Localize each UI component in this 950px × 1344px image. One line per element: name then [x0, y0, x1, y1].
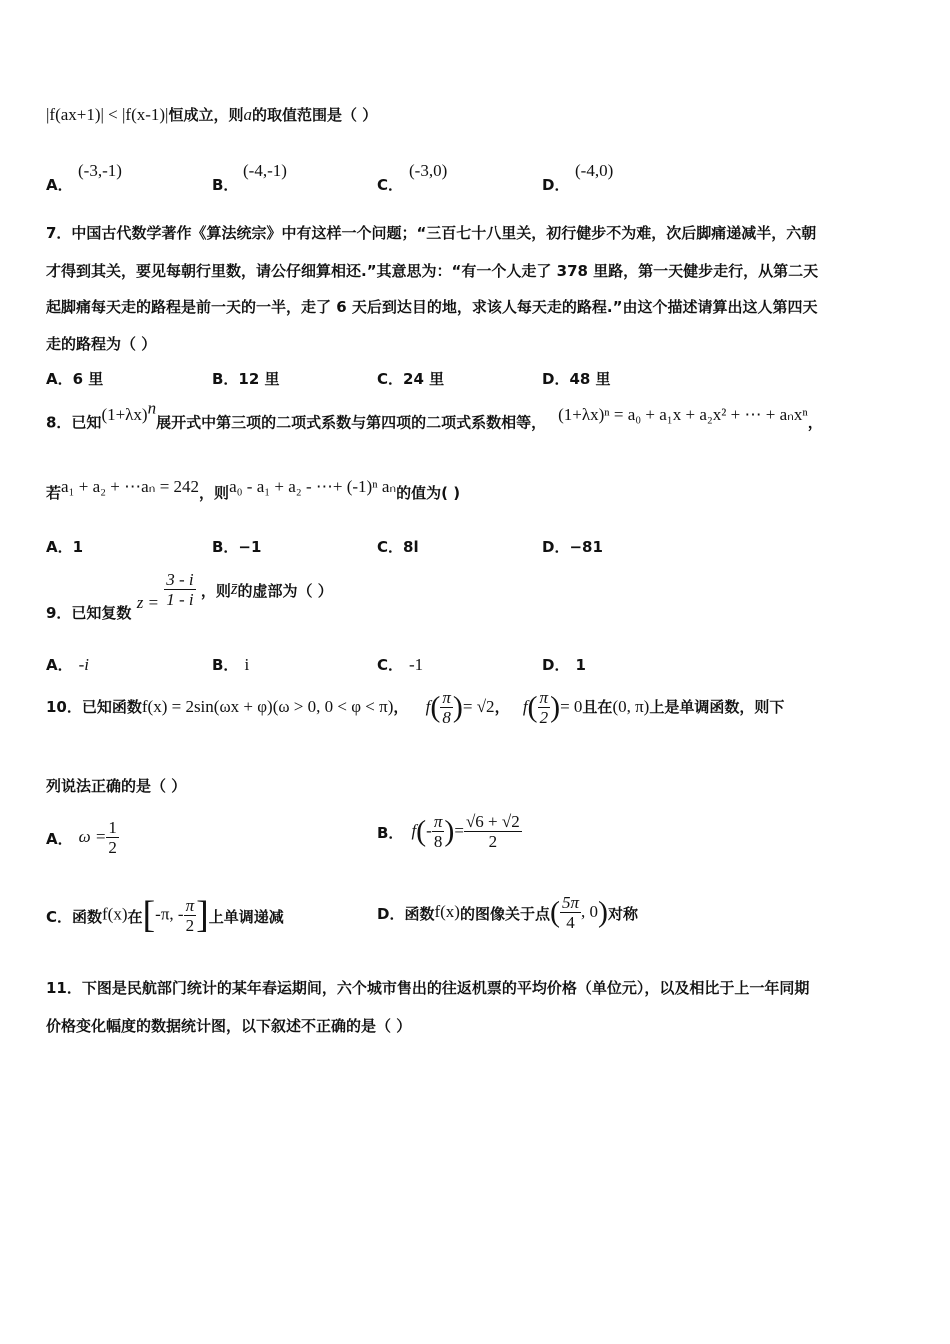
q9-zbar: z̄ — [230, 579, 238, 598]
q10-interval: (0, π) — [612, 697, 650, 716]
q8-comma: ， — [807, 413, 823, 432]
q6-option-b-value: (-4,-1) — [243, 161, 287, 180]
q9-tail: 的虚部为（ ） — [237, 582, 333, 600]
q7-line-2: 才得到其关，要见每朝行里数，请公仔细算相还.”其意思为：“有一个人走了 378 里路，第一天健步走行，从第二天 — [46, 262, 819, 280]
q10-pi-over-8: $\frac{\pi}{8}$ — [442, 688, 451, 727]
q7-option-c[interactable]: C．24 里 — [377, 370, 445, 388]
q8-alternating-sum: a₀ - a₁ + a₂ - ⋯+ (-1)ⁿ aₙ — [229, 477, 397, 496]
q8-middle: 展开式中第三项的二项式系数与第四项的二项式系数相等， — [156, 413, 547, 432]
q7-option-b[interactable]: B．12 里 — [212, 370, 280, 388]
q10-option-d[interactable]: D．函数f(x)的图像关于点( $\frac{5\pi}{4}$ , 0)对称 — [377, 893, 638, 932]
q8-option-a[interactable]: A．1 — [46, 538, 84, 556]
q10-function: f(x) = 2sin(ωx + φ)(ω > 0, 0 < φ < π) — [141, 697, 394, 716]
q8-option-b[interactable]: B．−1 — [212, 538, 262, 556]
q8-expansion: (1+λx)ⁿ = a₀ + a₁x + a₂x² + ⋯ + aₙxⁿ — [558, 404, 808, 424]
q10-stem-line-1: 10．已知函数f(x) = 2sin(ωx + φ)(ω > 0, 0 < φ < π)， f( $\frac{\pi}{8}$ )= √2， f( $\frac{\pi}{2}$ )= 0且在(0, π)上是单调函数，则下 — [46, 688, 785, 727]
q8-binomial: $(1+\lambda x)^n$ — [101, 398, 157, 424]
q6-stem-tail: 恒成立，则 — [168, 106, 244, 124]
q6-option-c-value: (-3,0) — [409, 161, 448, 180]
q10-value-1: = √2 — [462, 697, 495, 716]
q10-tail: 上是单调函数，则下 — [649, 698, 785, 716]
q10-option-b[interactable]: B． f(- $\frac{\pi}{8}$ )= $\frac{√6 + √2}{2}$ — [377, 812, 520, 851]
q11-line-1: 11．下图是民航部门统计的某年春运期间，六个城市售出的往返机票的平均价格（单位元），以及相比于上一年同期 — [46, 979, 810, 997]
q9-ze: ，则 — [200, 582, 231, 600]
q8-stem-line-1 — [46, 398, 823, 433]
q9-prefix: 9．已知复数 — [46, 604, 132, 622]
q8-option-d[interactable]: D．−81 — [542, 538, 603, 556]
q9-stem — [46, 570, 333, 622]
q11-line-2: 价格变化幅度的数据统计图，以下叙述不正确的是（ ） — [46, 1017, 412, 1035]
q10-prefix: 10．已知函数 — [46, 698, 142, 716]
q10-pi-over-2: $\frac{\pi}{2}$ — [539, 688, 549, 727]
q9-option-b[interactable]: B． i — [212, 655, 250, 674]
q6-var: a — [243, 105, 252, 124]
q8-ze: ，则 — [199, 484, 230, 502]
q7-option-a[interactable]: A．6 里 — [46, 370, 104, 388]
q6-option-a[interactable]: A． — [46, 176, 73, 194]
q10-option-c[interactable]: C．函数f(x)在[-π, - $\frac{\pi}{2}$ ]上单调递减 — [46, 894, 284, 936]
q8-tail: 的值为( ) — [396, 484, 461, 502]
q10-value-2: = 0 — [560, 697, 583, 716]
q10-cond: 且在 — [582, 698, 613, 716]
q6-option-c[interactable]: C． — [377, 176, 404, 194]
q9-z-eq: z = — [136, 593, 160, 612]
q8-option-c[interactable]: C．8l — [377, 538, 419, 556]
q10-comma-1: ， — [393, 698, 409, 716]
q8-ruo: 若 — [46, 484, 62, 502]
q6-stem — [46, 104, 377, 125]
q9-option-a[interactable]: A． -i — [46, 655, 89, 674]
q9-option-d[interactable]: D． 1 — [542, 656, 586, 674]
q10-option-a[interactable]: A． ω = $\frac{1}{2}$ — [46, 818, 117, 857]
q8-prefix: 8．已知 — [46, 413, 102, 432]
q6-option-d-value: (-4,0) — [575, 161, 614, 180]
q6-stem-end: 的取值范围是（ ） — [251, 106, 378, 124]
q6-condition: |f(ax+1)| < |f(x-1)| — [46, 105, 169, 124]
q6-option-a-value: (-3,-1) — [78, 161, 122, 180]
q7-line-4: 走的路程为（ ） — [46, 335, 157, 353]
q8-stem-line-2 — [46, 477, 461, 503]
q10-stem-line-2: 列说法正确的是（ ） — [46, 777, 187, 795]
q7-line-1: 7．中国古代数学著作《算法统宗》中有这样一个问题；“三百七十八里关，初行健步不为难，次后脚痛递减半，六朝 — [46, 224, 817, 242]
q7-option-d[interactable]: D．48 里 — [542, 370, 611, 388]
q9-option-c[interactable]: C． -1 — [377, 655, 424, 674]
q6-option-b[interactable]: B． — [212, 176, 239, 194]
q8-sum-condition: a₁ + a₂ + ⋯aₙ = 242 — [61, 477, 200, 496]
q9-fraction: $\frac{3 - i}{1 - i}$ — [166, 570, 194, 609]
q7-line-3: 起脚痛每天走的路程是前一天的一半，走了 6 天后到达目的地，求该人每天走的路程.”由这个描述请算出这人第四天 — [46, 298, 818, 316]
q6-option-d[interactable]: D． — [542, 176, 570, 194]
